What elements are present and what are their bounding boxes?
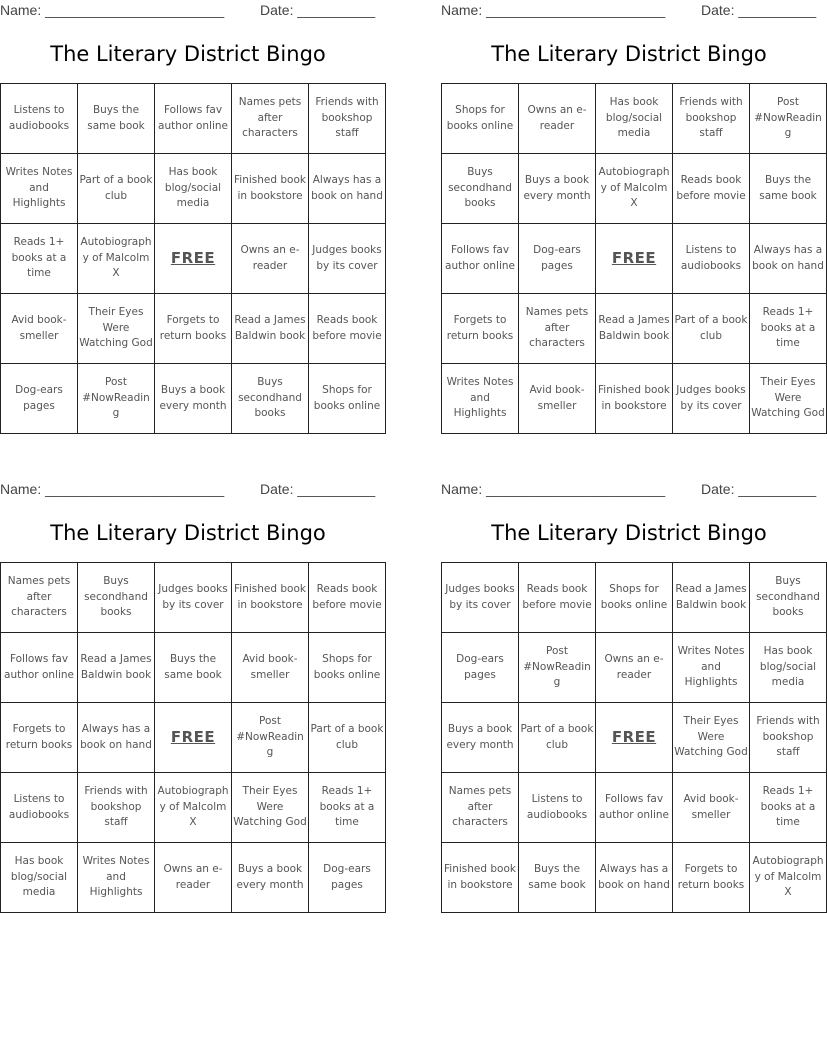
bingo-cell[interactable]: Avid book-smeller [1,294,78,364]
card-header [441,481,817,499]
bingo-cell[interactable]: Buys the same book [750,154,827,224]
bingo-cell[interactable]: Dog-ears pages [519,224,596,294]
bingo-cell[interactable]: Finished book in bookstore [442,843,519,913]
bingo-cell[interactable]: Has book blog/social media [750,633,827,703]
bingo-row [442,84,827,154]
bingo-cell[interactable]: Buys secondhand books [232,364,309,434]
bingo-cell[interactable]: Buys secondhand books [442,154,519,224]
bingo-cell[interactable]: Reads 1+ books at a time [1,224,78,294]
bingo-cell[interactable]: Reads book before movie [519,563,596,633]
bingo-cell[interactable]: Owns an e-reader [519,84,596,154]
bingo-cell[interactable]: Dog-ears pages [1,364,78,434]
bingo-cell[interactable]: Buys the same book [78,84,155,154]
bingo-cell[interactable]: Buys secondhand books [78,563,155,633]
card-title: The Literary District Bingo [491,42,767,66]
bingo-grid [441,83,827,434]
bingo-cell[interactable]: Forgets to return books [155,294,232,364]
bingo-cell[interactable]: Read a James Baldwin book [232,294,309,364]
bingo-cell[interactable]: Part of a book club [519,703,596,773]
bingo-cell[interactable]: Post #NowReading [232,703,309,773]
bingo-row [442,224,827,294]
bingo-cell[interactable]: Names pets after characters [232,84,309,154]
bingo-cell[interactable]: Buys a book every month [232,843,309,913]
bingo-cell[interactable]: Listens to audiobooks [519,773,596,843]
bingo-row [442,364,827,434]
bingo-cell[interactable]: Judges books by its cover [673,364,750,434]
bingo-row [442,563,827,633]
bingo-cell[interactable]: Reads 1+ books at a time [750,773,827,843]
bingo-cell[interactable]: Writes Notes and Highlights [442,364,519,434]
bingo-cell[interactable]: Shops for books online [442,84,519,154]
bingo-cell[interactable]: Names pets after characters [442,773,519,843]
bingo-row [1,84,386,154]
name-field[interactable]: Name: _______________________ [0,2,225,18]
bingo-cell[interactable]: Shops for books online [596,563,673,633]
bingo-cell[interactable]: Friends with bookshop staff [673,84,750,154]
bingo-cell[interactable]: Names pets after characters [519,294,596,364]
bingo-cell[interactable]: Judges books by its cover [442,563,519,633]
bingo-cell[interactable]: Part of a book club [673,294,750,364]
free-space[interactable]: FREE [596,703,673,773]
bingo-cell[interactable]: Always has a book on hand [750,224,827,294]
bingo-cell[interactable]: Their Eyes Were Watching God [232,773,309,843]
bingo-cell[interactable]: Listens to audiobooks [1,773,78,843]
bingo-row [1,294,386,364]
bingo-cell[interactable]: Reads 1+ books at a time [750,294,827,364]
bingo-cell[interactable]: Part of a book club [309,703,386,773]
bingo-row [1,773,386,843]
free-space[interactable]: FREE [596,224,673,294]
bingo-cell[interactable]: Writes Notes and Highlights [673,633,750,703]
date-field[interactable]: Date: __________ [260,481,376,497]
card-header [0,481,376,499]
bingo-cell[interactable]: Shops for books online [309,633,386,703]
bingo-cell[interactable]: Their Eyes Were Watching God [673,703,750,773]
bingo-cell[interactable]: Has book blog/social media [155,154,232,224]
bingo-cell[interactable]: Post #NowReading [78,364,155,434]
bingo-row [1,843,386,913]
card-header [441,2,817,20]
bingo-cell[interactable]: Friends with bookshop staff [750,703,827,773]
bingo-row [442,703,827,773]
bingo-cell[interactable]: Post #NowReading [750,84,827,154]
bingo-cell[interactable]: Post #NowReading [519,633,596,703]
card-title: The Literary District Bingo [491,521,767,545]
name-field[interactable]: Name: _______________________ [441,2,666,18]
bingo-cell[interactable]: Autobiography of Malcolm X [155,773,232,843]
bingo-cell[interactable]: Finished book in bookstore [232,154,309,224]
bingo-cell[interactable]: Buys a book every month [155,364,232,434]
bingo-cell[interactable]: Dog-ears pages [309,843,386,913]
bingo-cell[interactable]: Follows fav author online [155,84,232,154]
bingo-cell[interactable]: Follows fav author online [1,633,78,703]
bingo-cell[interactable]: Finished book in bookstore [596,364,673,434]
bingo-grid [0,83,386,434]
bingo-cell[interactable]: Follows fav author online [442,224,519,294]
bingo-cell[interactable]: Listens to audiobooks [1,84,78,154]
date-field[interactable]: Date: __________ [260,2,376,18]
bingo-row [1,563,386,633]
bingo-row [1,364,386,434]
bingo-row [442,294,827,364]
bingo-cell[interactable]: Always has a book on hand [78,703,155,773]
bingo-cell[interactable]: Their Eyes Were Watching God [78,294,155,364]
bingo-cell[interactable]: Listens to audiobooks [673,224,750,294]
bingo-row [442,843,827,913]
bingo-cell[interactable]: Forgets to return books [442,294,519,364]
bingo-cell[interactable]: Read a James Baldwin book [78,633,155,703]
bingo-cell[interactable]: Has book blog/social media [1,843,78,913]
bingo-row [1,224,386,294]
card-title: The Literary District Bingo [50,42,326,66]
bingo-cell[interactable]: Reads book before movie [673,154,750,224]
bingo-cell[interactable]: Autobiography of Malcolm X [596,154,673,224]
bingo-row [1,703,386,773]
bingo-cell[interactable]: Reads book before movie [309,294,386,364]
bingo-cell[interactable]: Read a James Baldwin book [673,563,750,633]
bingo-cell[interactable]: Forgets to return books [673,843,750,913]
bingo-cell[interactable]: Buys a book every month [519,154,596,224]
free-space[interactable]: FREE [155,703,232,773]
bingo-cell[interactable]: Always has a book on hand [596,843,673,913]
bingo-row [442,633,827,703]
bingo-cell[interactable]: Autobiography of Malcolm X [78,224,155,294]
bingo-cell[interactable]: Read a James Baldwin book [596,294,673,364]
bingo-cell[interactable]: Finished book in bookstore [232,563,309,633]
bingo-cell[interactable]: Writes Notes and Highlights [78,843,155,913]
bingo-cell[interactable]: Friends with bookshop staff [78,773,155,843]
bingo-row [1,633,386,703]
bingo-cell[interactable]: Writes Notes and Highlights [1,154,78,224]
bingo-cell[interactable]: Autobiography of Malcolm X [750,843,827,913]
bingo-cell[interactable]: Buys the same book [155,633,232,703]
bingo-cell[interactable]: Owns an e-reader [155,843,232,913]
bingo-grid [0,562,386,913]
bingo-cell[interactable]: Their Eyes Were Watching God [750,364,827,434]
bingo-cell[interactable]: Avid book-smeller [232,633,309,703]
bingo-cell[interactable]: Avid book-smeller [673,773,750,843]
bingo-cell[interactable]: Buys a book every month [442,703,519,773]
bingo-cell[interactable]: Always has a book on hand [309,154,386,224]
bingo-cell[interactable]: Buys the same book [519,843,596,913]
bingo-grid [441,562,827,913]
bingo-row [1,154,386,224]
free-space[interactable]: FREE [155,224,232,294]
bingo-cell[interactable]: Follows fav author online [596,773,673,843]
name-field[interactable]: Name: _______________________ [0,481,225,497]
bingo-row [442,154,827,224]
bingo-cell[interactable]: Dog-ears pages [442,633,519,703]
bingo-cell[interactable]: Reads 1+ books at a time [309,773,386,843]
name-field[interactable]: Name: _______________________ [441,481,666,497]
bingo-cell[interactable]: Friends with bookshop staff [309,84,386,154]
bingo-cell[interactable]: Shops for books online [309,364,386,434]
bingo-cell[interactable]: Judges books by its cover [155,563,232,633]
bingo-cell[interactable]: Owns an e-reader [596,633,673,703]
date-field[interactable]: Date: __________ [701,481,817,497]
card-title: The Literary District Bingo [50,521,326,545]
card-header [0,2,376,20]
bingo-cell[interactable]: Has book blog/social media [596,84,673,154]
bingo-cell[interactable]: Names pets after characters [1,563,78,633]
bingo-cell[interactable]: Buys secondhand books [750,563,827,633]
date-field[interactable]: Date: __________ [701,2,817,18]
bingo-cell[interactable]: Reads book before movie [309,563,386,633]
bingo-cell[interactable]: Judges books by its cover [309,224,386,294]
bingo-row [442,773,827,843]
bingo-cell[interactable]: Forgets to return books [1,703,78,773]
bingo-cell[interactable]: Owns an e-reader [232,224,309,294]
bingo-cell[interactable]: Part of a book club [78,154,155,224]
bingo-cell[interactable]: Avid book-smeller [519,364,596,434]
